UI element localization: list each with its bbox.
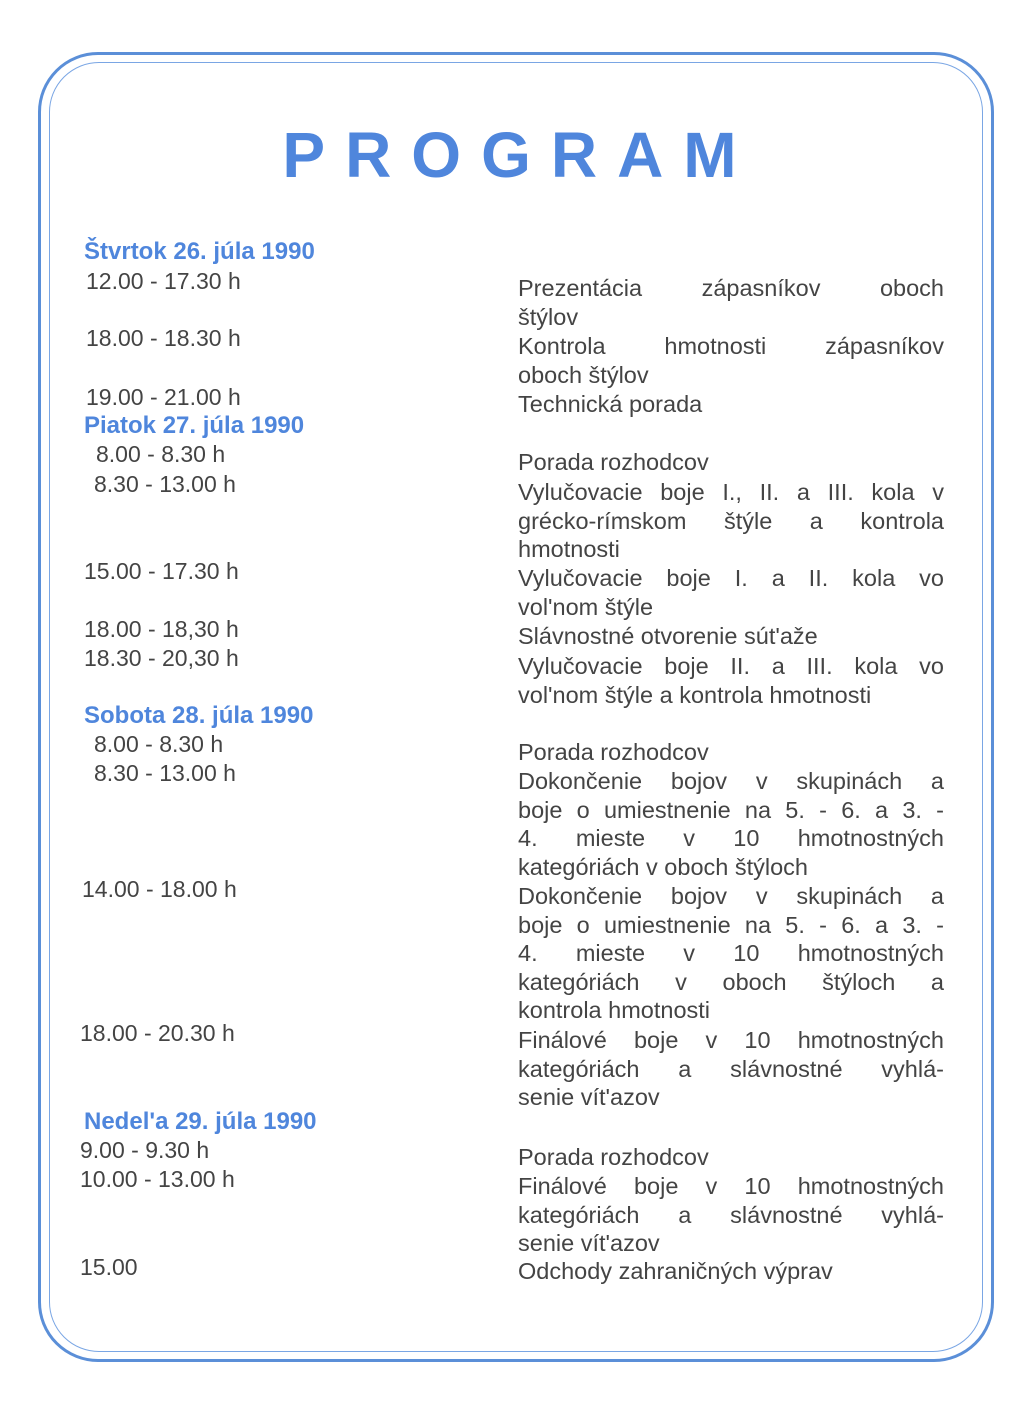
schedule-time: 18.00 - 18.30 h — [86, 325, 241, 351]
description-line: Vylučovacie boje I. a II. kola vo — [518, 565, 944, 591]
description-line: senie vít'azov — [518, 1230, 660, 1256]
page-title: PROGRAM — [282, 119, 757, 191]
description-line: kategóriách a slávnostné vyhlá- — [518, 1201, 944, 1228]
schedule-description — [518, 622, 944, 651]
description-line: vol'nom štýle — [518, 593, 654, 620]
schedule-description — [518, 1143, 944, 1172]
schedule-time: 9.00 - 9.30 h — [80, 1137, 210, 1163]
description-line: boje o umiestnenie na 5. - 6. a 3. - — [518, 911, 944, 938]
schedule-time: 18.00 - 18,30 h — [84, 616, 239, 642]
schedule-time: 8.30 - 13.00 h — [94, 471, 236, 497]
schedule-time: 18.00 - 20.30 h — [80, 1020, 235, 1046]
schedule-time: 15.00 — [80, 1254, 138, 1280]
description-line: Dokončenie bojov v skupinách a — [518, 768, 944, 794]
description-line: vol'nom štýle a kontrola hmotnosti — [518, 681, 872, 708]
schedule-description — [518, 1026, 944, 1112]
schedule-description — [518, 767, 944, 881]
schedule-time: 15.00 - 17.30 h — [84, 558, 239, 584]
schedule-time: 8.30 - 13.00 h — [94, 760, 236, 786]
description-line: 4. mieste v 10 hmotnostných — [518, 825, 944, 851]
schedule-time: 12.00 - 17.30 h — [86, 268, 241, 294]
day-heading: Štvrtok 26. júla 1990 — [84, 238, 315, 265]
description-line: Vylučovacie boje II. a III. kola vo — [518, 653, 944, 679]
schedule-description — [518, 882, 944, 1025]
schedule-time: 8.00 - 8.30 h — [94, 731, 224, 757]
description-line: Finálové boje v 10 hmotnostných — [518, 1173, 944, 1199]
day-heading: Sobota 28. júla 1990 — [84, 702, 314, 729]
schedule-description — [518, 738, 944, 767]
schedule-description — [518, 332, 944, 389]
description-line: Vylučovacie boje I., II. a III. kola v — [518, 479, 944, 505]
description-line: Porada rozhodcov — [518, 1144, 709, 1170]
description-line: Slávnostné otvorenie sút'aže — [518, 623, 818, 649]
description-line: Odchody zahraničných výprav — [518, 1258, 833, 1284]
day-heading: Nedel'a 29. júla 1990 — [84, 1108, 317, 1135]
description-line: oboch štýlov — [518, 361, 649, 388]
schedule-description — [518, 1257, 944, 1286]
schedule-time: 19.00 - 21.00 h — [86, 384, 241, 410]
description-line: kategóriách a slávnostné vyhlá- — [518, 1055, 944, 1082]
description-line: Kontrola hmotnosti zápasníkov — [518, 333, 944, 359]
description-line: kontrola hmotnosti — [518, 997, 711, 1023]
description-line: kategóriách v oboch štýloch a — [518, 968, 944, 995]
description-line: hmotnosti — [518, 536, 620, 562]
schedule-description — [518, 564, 944, 621]
description-line: Prezentácia zápasníkov oboch — [518, 275, 944, 301]
description-line: Finálové boje v 10 hmotnostných — [518, 1027, 944, 1053]
schedule-description — [518, 478, 944, 564]
description-line: štýlov — [518, 303, 579, 330]
description-line: 4. mieste v 10 hmotnostných — [518, 940, 944, 966]
description-line: Porada rozhodcov — [518, 739, 709, 765]
schedule-description — [518, 652, 944, 709]
description-line: kategóriách v oboch štýloch — [518, 853, 808, 880]
description-line: Technická porada — [518, 391, 703, 417]
day-heading: Piatok 27. júla 1990 — [84, 412, 305, 439]
description-line: boje o umiestnenie na 5. - 6. a 3. - — [518, 796, 944, 823]
schedule-time: 14.00 - 18.00 h — [82, 876, 237, 902]
schedule-description — [518, 1172, 944, 1258]
description-line: Porada rozhodcov — [518, 449, 709, 475]
schedule-description — [518, 448, 944, 477]
description-line: senie vít'azov — [518, 1084, 660, 1110]
schedule-time: 8.00 - 8.30 h — [96, 441, 226, 467]
schedule-time: 18.30 - 20,30 h — [84, 645, 239, 671]
schedule-time: 10.00 - 13.00 h — [80, 1166, 235, 1192]
schedule-description — [518, 390, 944, 419]
description-line: grécko-rímskom štýle a kontrola — [518, 507, 944, 534]
schedule-description — [518, 274, 944, 331]
description-line: Dokončenie bojov v skupinách a — [518, 883, 944, 909]
